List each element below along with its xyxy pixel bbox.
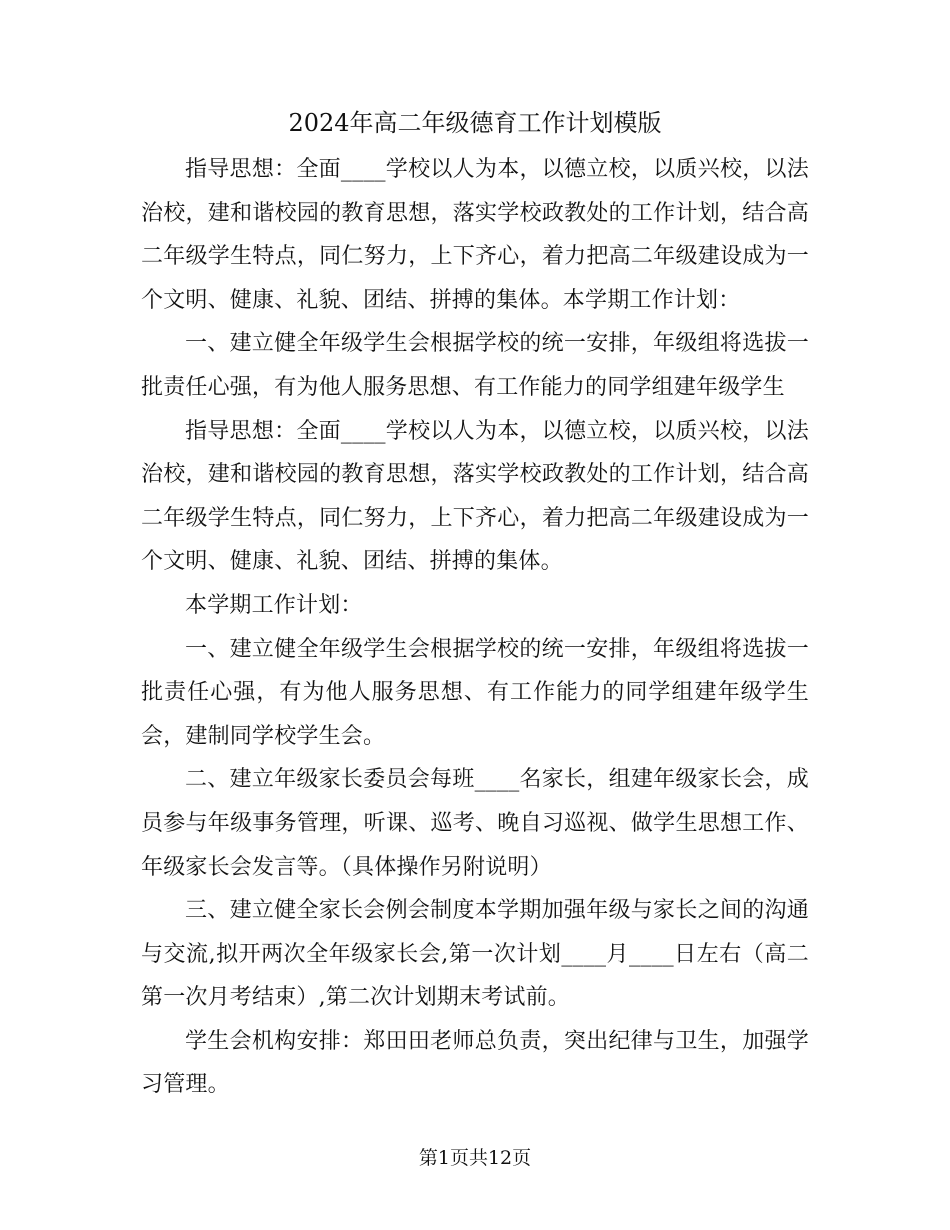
paragraph-parent-meeting: 三、建立健全家长会例会制度本学期加强年级与家长之间的沟通与交流,拟开两次全年级家长会,第一次计划____月____日左右（高二第一次月考结束）,第二次计划期末考试前。 [141, 898, 809, 1011]
paragraph-student-union: 一、建立健全年级学生会根据学校的统一安排，年级组将选拔一批责任心强，有为他人服务思想、有工作能力的同学组建年级学生会，建制同学校学生会。 [141, 636, 809, 749]
page-number-footer: 第1页共12页 [418, 1147, 532, 1169]
document-title: 2024年高二年级德育工作计划模版 [288, 109, 662, 137]
paragraph-term-plan-heading: 本学期工作计划： [185, 592, 363, 618]
paragraph-student-union-partial: 一、建立健全年级学生会根据学校的统一安排，年级组将选拔一批责任心强，有为他人服务思想、有工作能力的同学组建年级学生 [141, 331, 809, 400]
document-body [141, 148, 809, 1107]
paragraph-guiding-thought-repeat: 指导思想：全面____学校以人为本，以德立校，以质兴校，以法治校，建和谐校园的教育思想，落实学校政教处的工作计划，结合高二年级学生特点，同仁努力，上下齐心，着力把高二年级建设成为一个文明、健康、礼貌、团结、拼搏的集体。 [141, 418, 809, 575]
paragraph-guiding-thought: 指导思想：全面____学校以人为本，以德立校，以质兴校，以法治校，建和谐校园的教育思想，落实学校政教处的工作计划，结合高二年级学生特点，同仁努力，上下齐心，着力把高二年级建设成为一个文明、健康、礼貌、团结、拼搏的集体。本学期工作计划： [141, 157, 809, 313]
paragraph-parent-committee: 二、建立年级家长委员会每班____名家长，组建年级家长会，成员参与年级事务管理，听课、巡考、晚自习巡视、做学生思想工作、年级家长会发言等。（具体操作另附说明） [141, 767, 809, 880]
paragraph-union-arrangement: 学生会机构安排：郑田田老师总负责，突出纪律与卫生，加强学习管理。 [141, 1028, 809, 1098]
